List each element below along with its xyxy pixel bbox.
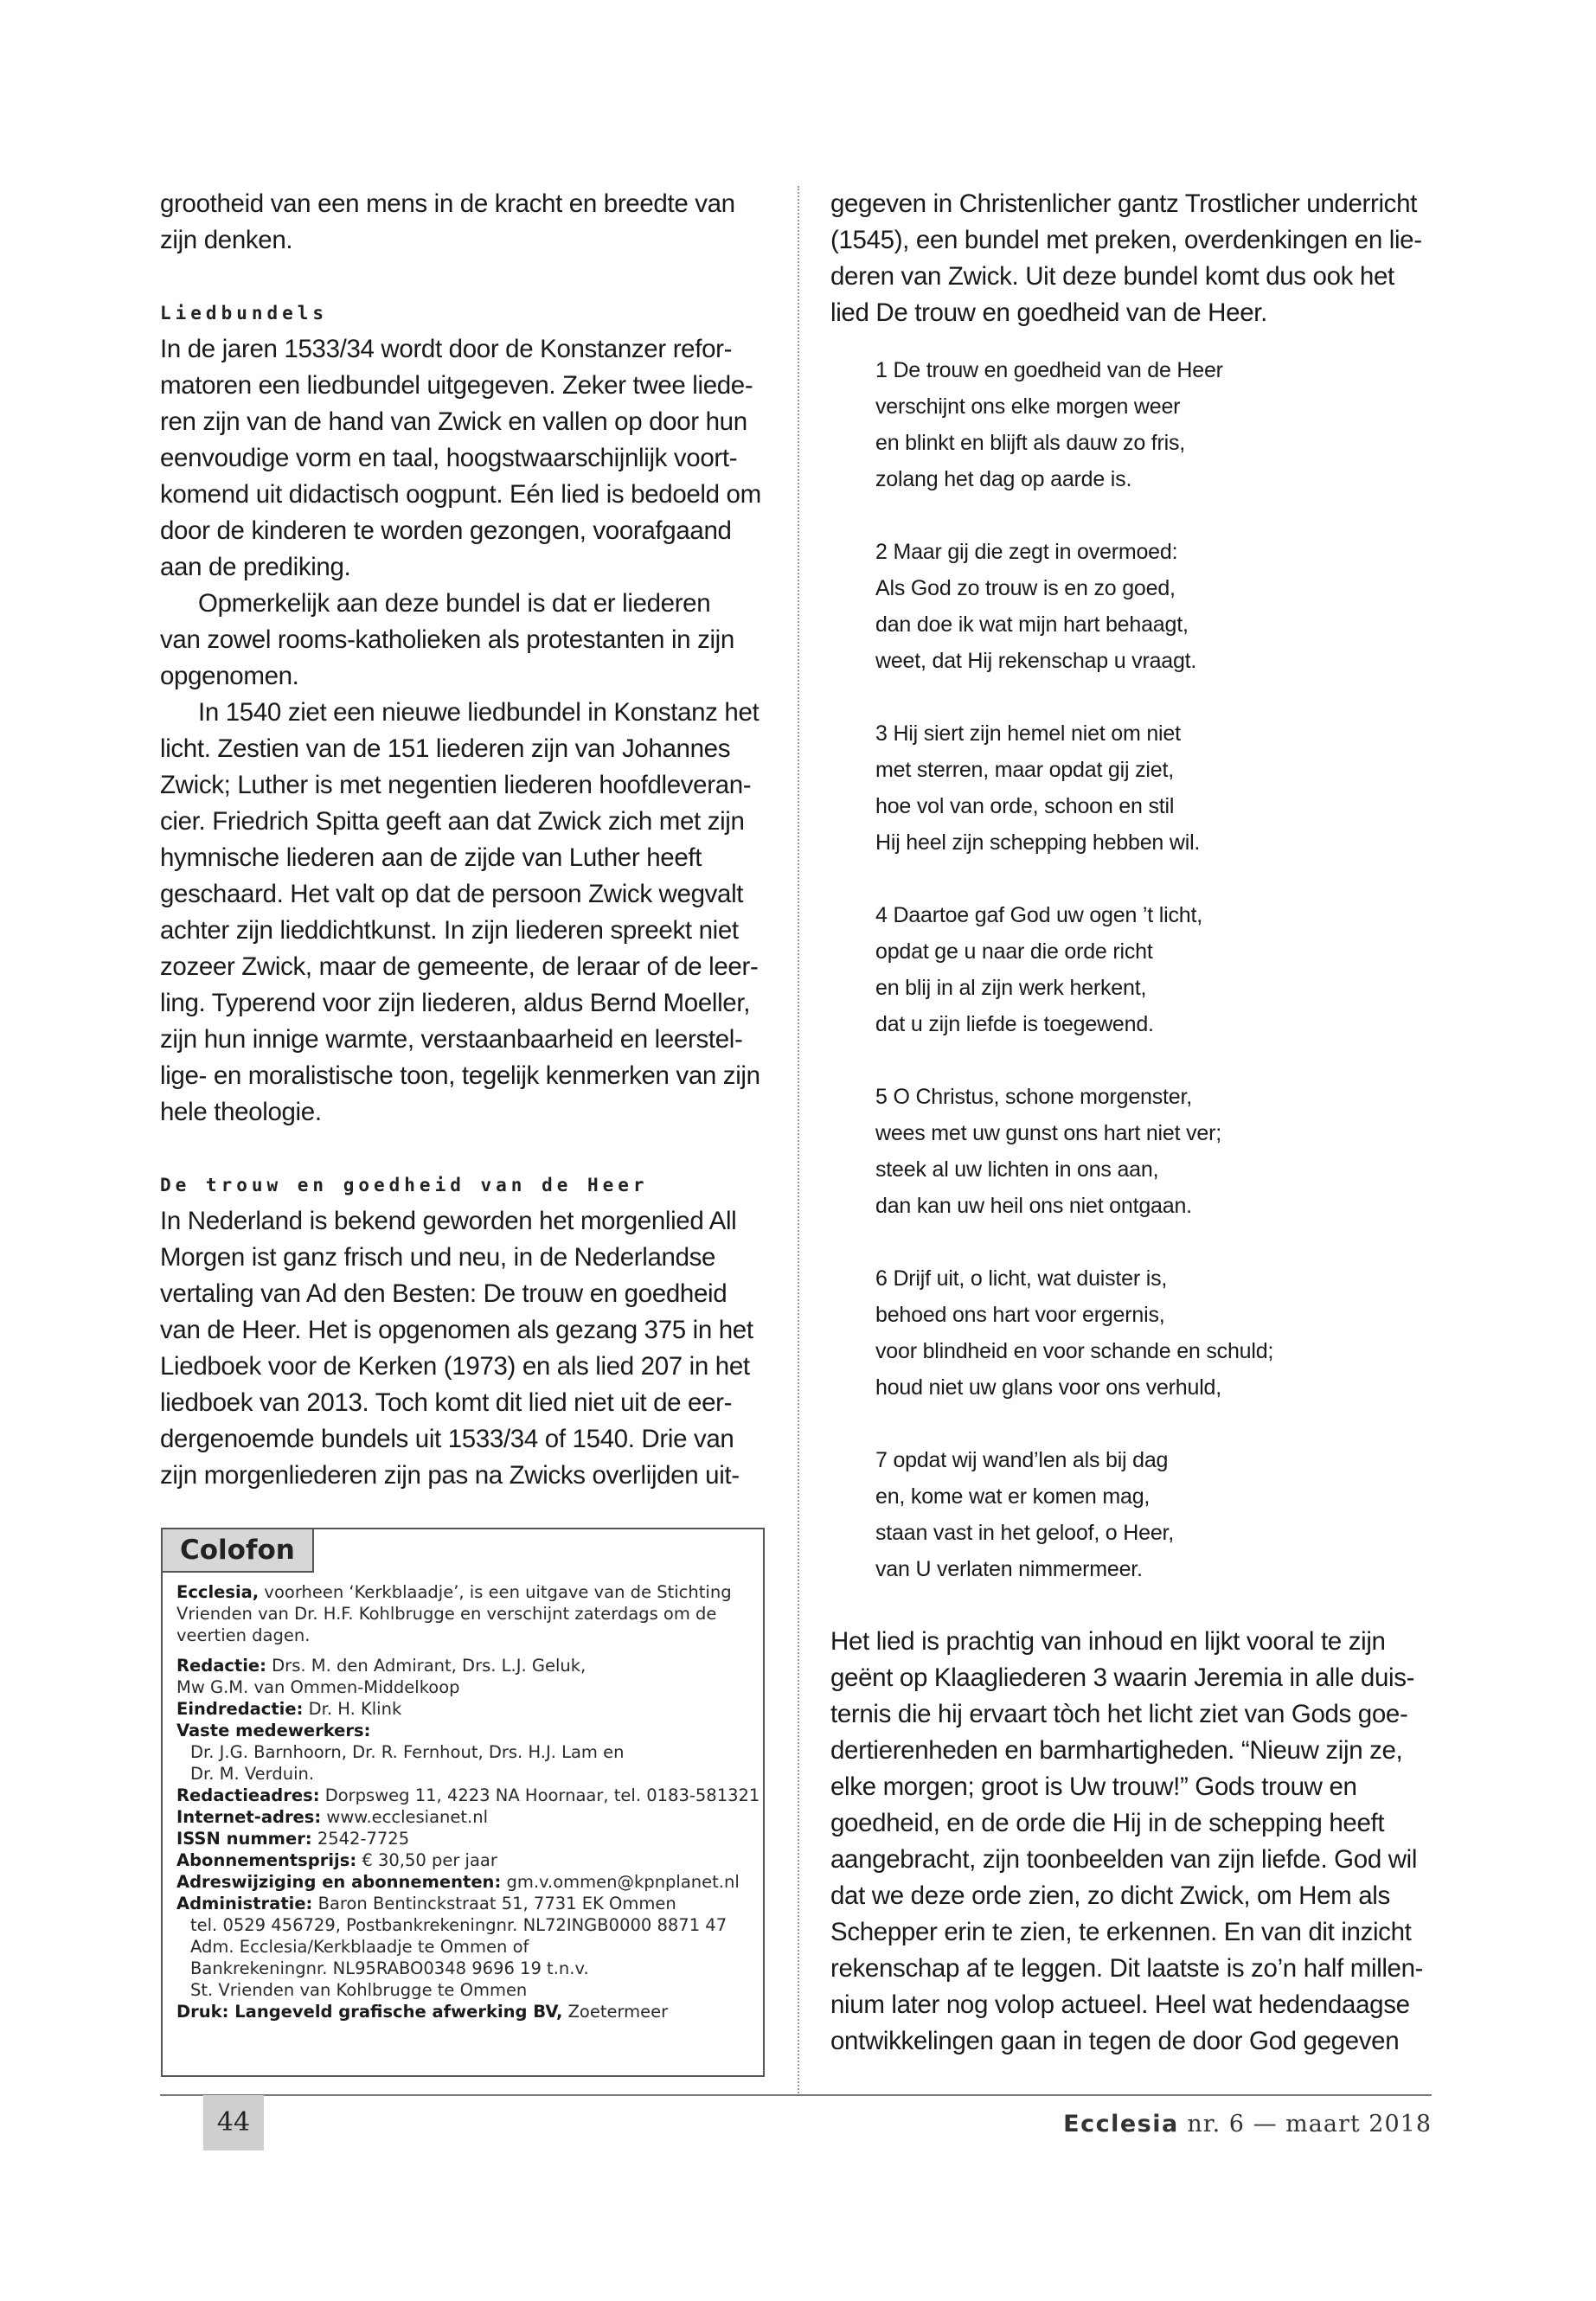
colofon-value: Dorpsweg 11, 4223 NA Hoornaar, tel. 0183-581321 (324, 1785, 760, 1805)
verse-line: steek al uw lichten in ons aan, (875, 1157, 1159, 1182)
text-line: In Nederland is bekend geworden het morgenlied All (160, 1207, 737, 1235)
colofon-value: Dr. J.G. Barnhoorn, Dr. R. Fernhout, Drs. H.J. Lam en (190, 1742, 625, 1762)
text-line: door de kinderen te worden gezongen, voorafgaand (160, 516, 732, 545)
text-line: Zwick; Luther is met negentien liederen hoofdleveran- (160, 771, 752, 799)
colofon-label: Druk: Langeveld grafische afwerking BV, (176, 2002, 563, 2022)
colofon-value: € 30,50 per jaar (362, 1850, 497, 1870)
colofon-box (161, 1528, 765, 2077)
paragraph-trouw (160, 1203, 766, 1494)
text-line: zijn hun innige warmte, verstaanbaarheid en leerstel- (160, 1025, 743, 1054)
text-line: goedheid, en de orde die Hij in de schepping heeft (830, 1809, 1385, 1837)
verse-line: Als God zo trouw is en zo goed, (875, 576, 1176, 600)
text-line: zozeer Zwick, maar de gemeente, de leraar of de leer- (160, 952, 759, 981)
verse-line: hoe vol van orde, schoon en stil (875, 794, 1175, 818)
text-line: opgenomen. (160, 662, 299, 690)
verse-line: opdat ge u naar die orde richt (875, 939, 1153, 964)
verse-line: en, kome wat er komen mag, (875, 1484, 1151, 1509)
text-line: deren van Zwick. Uit deze bundel komt dus ook het (830, 262, 1394, 291)
footer-rule (160, 2094, 1432, 2096)
stanza (875, 1079, 1436, 1224)
text-line: dertierenheden en barmhartigheden. “Nieuw zijn ze, (830, 1736, 1403, 1765)
colofon-value: tel. 0529 456729, Postbankrekeningnr. NL72INGB0000 8871 47 (190, 1915, 727, 1935)
colofon-title: Colofon (163, 1529, 314, 1573)
paragraph-conclusion (830, 1624, 1436, 2060)
colofon-label: Ecclesia, (176, 1582, 260, 1602)
colofon-label: Adreswijziging en abonnementen: (176, 1872, 502, 1892)
text-line: dat we deze orde zien, zo dicht Zwick, om Hem als (830, 1881, 1390, 1910)
stanza (875, 352, 1436, 497)
text-line: zijn denken. (160, 226, 293, 254)
page-number: 44 (203, 2095, 264, 2150)
colofon-label: Internet-adres: (176, 1807, 322, 1827)
section-heading-trouw: De trouw en goedheid van de Heer (160, 1175, 649, 1195)
journal-name: Ecclesia (1063, 2111, 1179, 2138)
text-line: lied De trouw en goedheid van de Heer. (830, 298, 1267, 327)
text-line: cier. Friedrich Spitta geeft aan dat Zwick zich met zijn (160, 807, 745, 836)
section-heading-liedbundels: Liedbundels (160, 303, 329, 324)
text-line: geënt op Klaagliederen 3 waarin Jeremia in alle duis- (830, 1663, 1415, 1692)
verse-line: 3 Hij siert zijn hemel niet om niet (875, 721, 1181, 746)
text-line: grootheid van een mens in de kracht en breedte van (160, 189, 735, 218)
colofon-label: ISSN nummer: (176, 1829, 312, 1849)
colofon-body (163, 1573, 763, 2022)
text-line: ren zijn van de hand van Zwick en vallen op door hun (160, 407, 747, 436)
colofon-value: Dr. M. Verduin. (190, 1764, 315, 1784)
text-line: lige- en moralistische toon, tegelijk kenmerken van zijn (160, 1061, 760, 1090)
text-line: elke morgen; groot is Uw trouw!” Gods trouw en (830, 1772, 1357, 1801)
colofon-value: Baron Bentinckstraat 51, 7731 EK Ommen (317, 1894, 676, 1913)
verse-line: dat u zijn liefde is toegewend. (875, 1012, 1154, 1036)
verse-line: weet, dat Hij rekenschap u vraagt. (875, 649, 1197, 673)
verse-line: dan doe ik wat mijn hart behaagt, (875, 612, 1189, 637)
colofon-value: Zoetermeer (567, 2002, 669, 2022)
colofon-value: Adm. Ecclesia/Kerkblaadje te Ommen of (190, 1937, 529, 1957)
paragraph-liedbundels (160, 331, 766, 586)
colofon-value: Vrienden van Dr. H.F. Kohlbrugge en verschijnt zaterdags om de (176, 1604, 717, 1624)
stanza (875, 1260, 1436, 1406)
colofon-value: Mw G.M. van Ommen-Middelkoop (176, 1677, 460, 1697)
verse-line: 2 Maar gij die zegt in overmoed: (875, 540, 1178, 564)
issue-text: nr. 6 — maart 2018 (1187, 2111, 1432, 2138)
text-line: van zowel rooms-katholieken als protestanten in zijn (160, 625, 734, 654)
email-link[interactable]: gm.v.ommen@kpnplanet.nl (506, 1872, 740, 1892)
text-line: Liedboek voor de Kerken (1973) en als lied 207 in het (160, 1352, 750, 1381)
text-line: licht. Zestien van de 151 liederen zijn van Johannes (160, 734, 731, 763)
text-line: geschaard. Het valt op dat de persoon Zwick wegvalt (160, 880, 744, 908)
verse-line: 4 Daartoe gaf God uw ogen ’t licht, (875, 903, 1202, 927)
right-column (830, 186, 1436, 2060)
verse-line: 6 Drijf uit, o licht, wat duister is, (875, 1266, 1168, 1291)
verse-line: 1 De trouw en goedheid van de Heer (875, 358, 1223, 382)
colofon-value: Dr. H. Klink (308, 1699, 402, 1719)
text-line: In de jaren 1533/34 wordt door de Konstanzer refor- (160, 335, 733, 363)
verse-line: met sterren, maar opdat gij ziet, (875, 758, 1174, 782)
text-line: (1545), een bundel met preken, overdenkingen en lie- (830, 226, 1422, 254)
colofon-label: Vaste medewerkers: (176, 1721, 371, 1740)
verse-line: en blinkt en blijft als dauw zo fris, (875, 431, 1186, 455)
colofon-label: Redactie: (176, 1656, 266, 1676)
text-line: achter zijn lieddichtkunst. In zijn liederen spreekt niet (160, 916, 739, 945)
colofon-value: St. Vrienden van Kohlbrugge te Ommen (190, 1980, 528, 2000)
text-line: aangebracht, zijn toonbeelden van zijn liefde. God wil (830, 1845, 1418, 1874)
text-line: Het lied is prachtig van inhoud en lijkt vooral te zijn (830, 1627, 1386, 1656)
colofon-value: 2542-7725 (317, 1829, 410, 1849)
paragraph-continue (830, 186, 1436, 331)
text-line: matoren een liedbundel uitgegeven. Zeker twee liede- (160, 371, 753, 400)
text-line: ontwikkelingen gaan in tegen de door God gegeven (830, 2027, 1400, 2055)
column-divider (798, 186, 799, 2093)
verse-line: behoed ons hart voor ergernis, (875, 1303, 1165, 1327)
paragraph-1540 (160, 695, 766, 1131)
colofon-value: Bankrekeningnr. NL95RABO0348 9696 19 t.n.v. (190, 1958, 589, 1978)
colofon-label: Abonnementsprijs: (176, 1850, 357, 1870)
verse-line: en blij in al zijn werk herkent, (875, 976, 1147, 1000)
colofon-value: voorheen ‘Kerkblaadje’, is een uitgave van de Stichting (264, 1582, 732, 1602)
text-line: hele theologie. (160, 1098, 322, 1126)
verse-line: verschijnt ons elke morgen weer (875, 394, 1181, 419)
verse-line: 7 opdat wij wand’len als bij dag (875, 1448, 1169, 1472)
text-line: van de Heer. Het is opgenomen als gezang 375 in het (160, 1316, 753, 1344)
verse-line: van U verlaten nimmermeer. (875, 1557, 1143, 1581)
text-line: Opmerkelijk aan deze bundel is dat er liederen (198, 589, 711, 618)
colofon-label: Redactieadres: (176, 1785, 320, 1805)
verse-line: staan vast in het geloof, o Heer, (875, 1521, 1175, 1545)
text-line: dergenoemde bundels uit 1533/34 of 1540. Drie van (160, 1425, 734, 1453)
paragraph-intro (160, 186, 766, 259)
verse-line: zolang het dag op aarde is. (875, 467, 1132, 491)
text-line: liedboek van 2013. Toch komt dit lied niet uit de eer- (160, 1388, 733, 1417)
stanza (875, 534, 1436, 679)
verse-line: houd niet uw glans voor ons verhuld, (875, 1375, 1222, 1400)
website-link[interactable]: www.ecclesianet.nl (326, 1807, 489, 1827)
stanza (875, 897, 1436, 1042)
text-line: vertaling van Ad den Besten: De trouw en goedheid (160, 1279, 727, 1308)
text-line: aan de prediking. (160, 553, 351, 581)
verse-line: Hij heel zijn schepping hebben wil. (875, 830, 1201, 855)
text-line: ternis die hij ervaart tòch het licht ziet van Gods goe- (830, 1700, 1408, 1728)
text-line: komend uit didactisch oogpunt. Eén lied is bedoeld om (160, 480, 761, 509)
verse-line: voor blindheid en voor schande en schuld; (875, 1339, 1274, 1363)
verse-line: 5 O Christus, schone morgenster, (875, 1085, 1192, 1109)
text-line: rekenschap af te leggen. Dit laatste is zo’n half millen- (830, 1954, 1424, 1983)
text-line: zijn morgenliederen zijn pas na Zwicks overlijden uit- (160, 1461, 740, 1490)
song-lyrics (875, 352, 1436, 1587)
text-line: Schepper erin te zien, te erkennen. En van dit inzicht (830, 1918, 1412, 1946)
stanza (875, 1442, 1436, 1587)
colofon-label: Eindredactie: (176, 1699, 304, 1719)
footer-journal (1063, 2111, 1432, 2138)
text-line: Morgen ist ganz frisch und neu, in de Nederlandse (160, 1243, 716, 1272)
text-line: hymnische liederen aan de zijde van Luther heeft (160, 843, 702, 872)
text-line: nium later nog volop actueel. Heel wat hedendaagse (830, 1990, 1410, 2019)
left-column (160, 186, 766, 1494)
text-line: eenvoudige vorm en taal, hoogstwaarschijnlijk voort- (160, 444, 738, 472)
text-line: In 1540 ziet een nieuwe liedbundel in Konstanz het (198, 698, 760, 727)
colofon-value: Drs. M. den Admirant, Drs. L.J. Geluk, (272, 1656, 586, 1676)
stanza (875, 715, 1436, 861)
colofon-label: Administratie: (176, 1894, 313, 1913)
paragraph-opmerkelijk (160, 586, 766, 695)
text-line: gegeven in Christenlicher gantz Trostlicher underricht (830, 189, 1417, 218)
verse-line: wees met uw gunst ons hart niet ver; (875, 1121, 1221, 1145)
text-line: ling. Typerend voor zijn liederen, aldus Bernd Moeller, (160, 989, 751, 1017)
verse-line: dan kan uw heil ons niet ontgaan. (875, 1194, 1192, 1218)
colofon-value: veertien dagen. (176, 1625, 311, 1645)
